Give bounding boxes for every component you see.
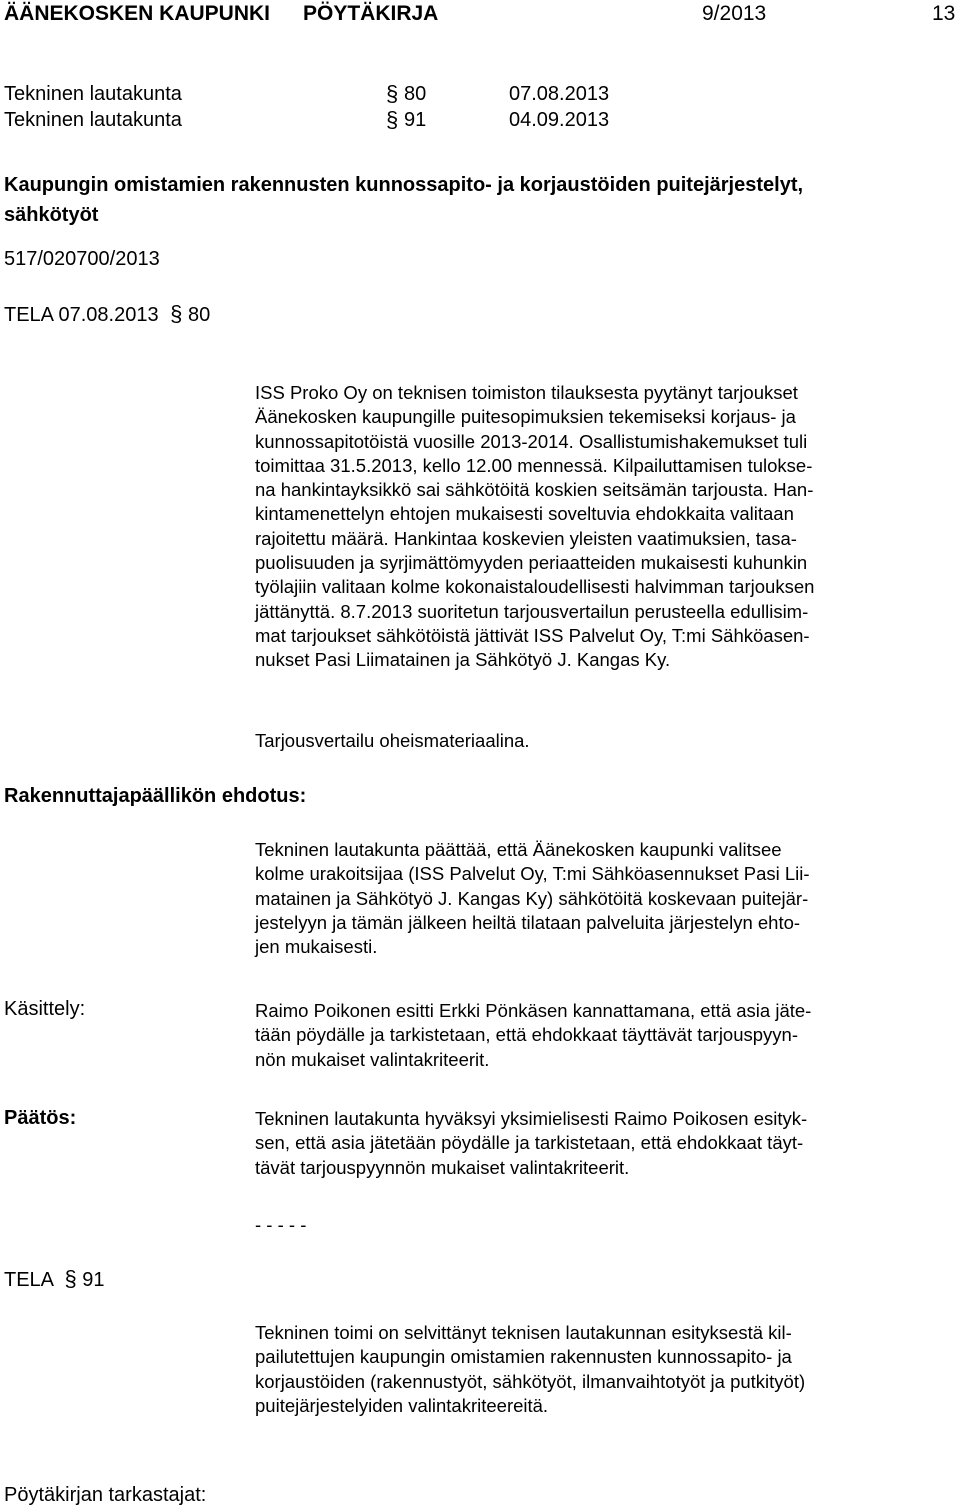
text-line: Tekninen toimi on selvittänyt teknisen lautakunnan esityksestä kil- <box>255 1322 792 1343</box>
decision-label: Päätös: <box>4 1107 77 1129</box>
meeting-body: Tekninen lautakunta <box>4 83 182 105</box>
meeting-body: Tekninen lautakunta <box>4 109 182 131</box>
text-line: korjaustöiden (rakennustyöt, sähkötyöt, ilmanvaihtotyöt ja putkityöt) <box>255 1370 806 1392</box>
organization-name: ÄÄNEKOSKEN KAUPUNKI <box>4 2 271 25</box>
section-symbol: § <box>386 107 399 132</box>
text-line: kunnossapitotöistä vuosille 2013-2014. Osallistumishakemukset tuli <box>255 430 808 452</box>
tela91-text <box>255 1321 955 1418</box>
text-line: Äänekosken kaupungille puitesopimuksien tekemiseksi korjaus- ja <box>255 406 796 428</box>
text-line: puolisuuden ja syrjimättömyyden periaatteiden mukaisesti kuhunkin <box>255 552 808 574</box>
text-line: tävät tarjouspyynnön mukaiset valintakriteerit. <box>255 1156 630 1178</box>
title-line: Kaupungin omistamien rakennusten kunnossapito- ja korjaustöiden puitejärjestelyt, <box>4 174 804 196</box>
meeting-line <box>4 109 704 135</box>
text-line: toimittaa 31.5.2013, kello 12.00 mennessä. Kilpailuttamisen tulokse- <box>255 454 813 476</box>
section-separator: - - - - - <box>255 1214 307 1235</box>
text-line: ISS Proko Oy on teknisen toimiston tilauksesta pyytänyt tarjoukset <box>255 382 798 403</box>
meeting-line <box>4 83 704 109</box>
text-line: tään pöydälle ja tarkistetaan, että ehdokkaat täyttävät tarjouspyyn- <box>255 1024 798 1046</box>
text-line: työlajiin valitaan kolme kokonaistaloudellisesti halvimman tarjouksen <box>255 576 815 598</box>
text-line: jättänyttä. 8.7.2013 suoritetun tarjousvertailun perusteella edullisim- <box>255 600 809 622</box>
reviewers-label: Pöytäkirjan tarkastajat: <box>4 1484 207 1506</box>
title-line: sähkötyöt <box>4 204 99 226</box>
tela80-heading <box>4 301 210 327</box>
section-symbol: § <box>170 301 183 326</box>
tela91-label: TELA <box>4 1269 53 1291</box>
text-line: kintamenettelyn ehtojen mukaisesti soveltuvia ehdokkaita valitaan <box>255 503 794 525</box>
section-symbol: § <box>64 1266 77 1291</box>
section-symbol: § <box>386 81 399 106</box>
text-line: nön mukaiset valintakriteerit. <box>255 1048 490 1070</box>
text-line: nukset Pasi Liimatainen ja Sähkötyö J. Kangas Ky. <box>255 649 671 671</box>
text-line: rajoitettu määrä. Hankintaa koskevien yleisten vaatimuksien, tasa- <box>255 527 797 549</box>
text-line: puitejärjestelyiden valintakriteereitä. <box>255 1394 549 1416</box>
text-line: sen, että asia jätetään pöydälle ja tarkistetaan, että ehdokkaat täyt- <box>255 1132 804 1154</box>
tela80-label: TELA 07.08.2013 <box>4 304 159 326</box>
decision-text <box>255 1107 955 1180</box>
text-line: kolme urakoitsijaa (ISS Palvelut Oy, T:mi Sähköasennukset Pasi Lii- <box>255 863 810 885</box>
proposal-label: Rakennuttajapäällikön ehdotus: <box>4 785 307 807</box>
text-line: matainen ja Sähkötyö J. Kangas Ky) sähkötöitä koskevaan puitejär- <box>255 887 809 909</box>
tela91-heading <box>4 1266 105 1292</box>
text-line: jen mukaisesti. <box>255 936 378 958</box>
text-line: Raimo Poikonen esitti Erkki Pönkäsen kannattamana, että asia jäte- <box>255 1000 812 1021</box>
text-line: mat tarjoukset sähkötöistä jättivät ISS Palvelut Oy, T:mi Sähköasen- <box>255 624 810 646</box>
text-line: pailutettujen kaupungin omistamien rakennusten kunnossapito- ja <box>255 1346 792 1368</box>
handling-text <box>255 999 955 1072</box>
handling-label: Käsittely: <box>4 998 86 1020</box>
document-title <box>4 170 954 230</box>
text-line: na hankintayksikkö sai sähkötöitä koskien seitsämän tarjousta. Han- <box>255 479 814 501</box>
text-line: Tekninen lautakunta päättää, että Äänekosken kaupunki valitsee <box>255 839 782 860</box>
proposal-text <box>255 838 955 959</box>
meeting-date: 07.08.2013 <box>509 83 610 105</box>
protocol-number: 9/2013 <box>702 2 767 25</box>
section-number: 80 <box>187 304 211 326</box>
tela80-text <box>255 381 955 673</box>
section-number: 91 <box>82 1269 105 1291</box>
page-number: 13 <box>932 2 956 25</box>
section-number: 91 <box>404 109 427 131</box>
document-type: PÖYTÄKIRJA <box>303 2 439 25</box>
meeting-date: 04.09.2013 <box>509 109 610 131</box>
attachment-note: Tarjousvertailu oheismateriaalina. <box>255 730 530 751</box>
text-line: Tekninen lautakunta hyväksyi yksimielisesti Raimo Poikosen esityk- <box>255 1108 808 1129</box>
record-number: 517/020700/2013 <box>4 248 160 270</box>
section-number: 80 <box>404 83 427 105</box>
text-line: jestelyyn ja tämän jälkeen heiltä tilataan palveluita järjestelyn ehto- <box>255 911 801 933</box>
